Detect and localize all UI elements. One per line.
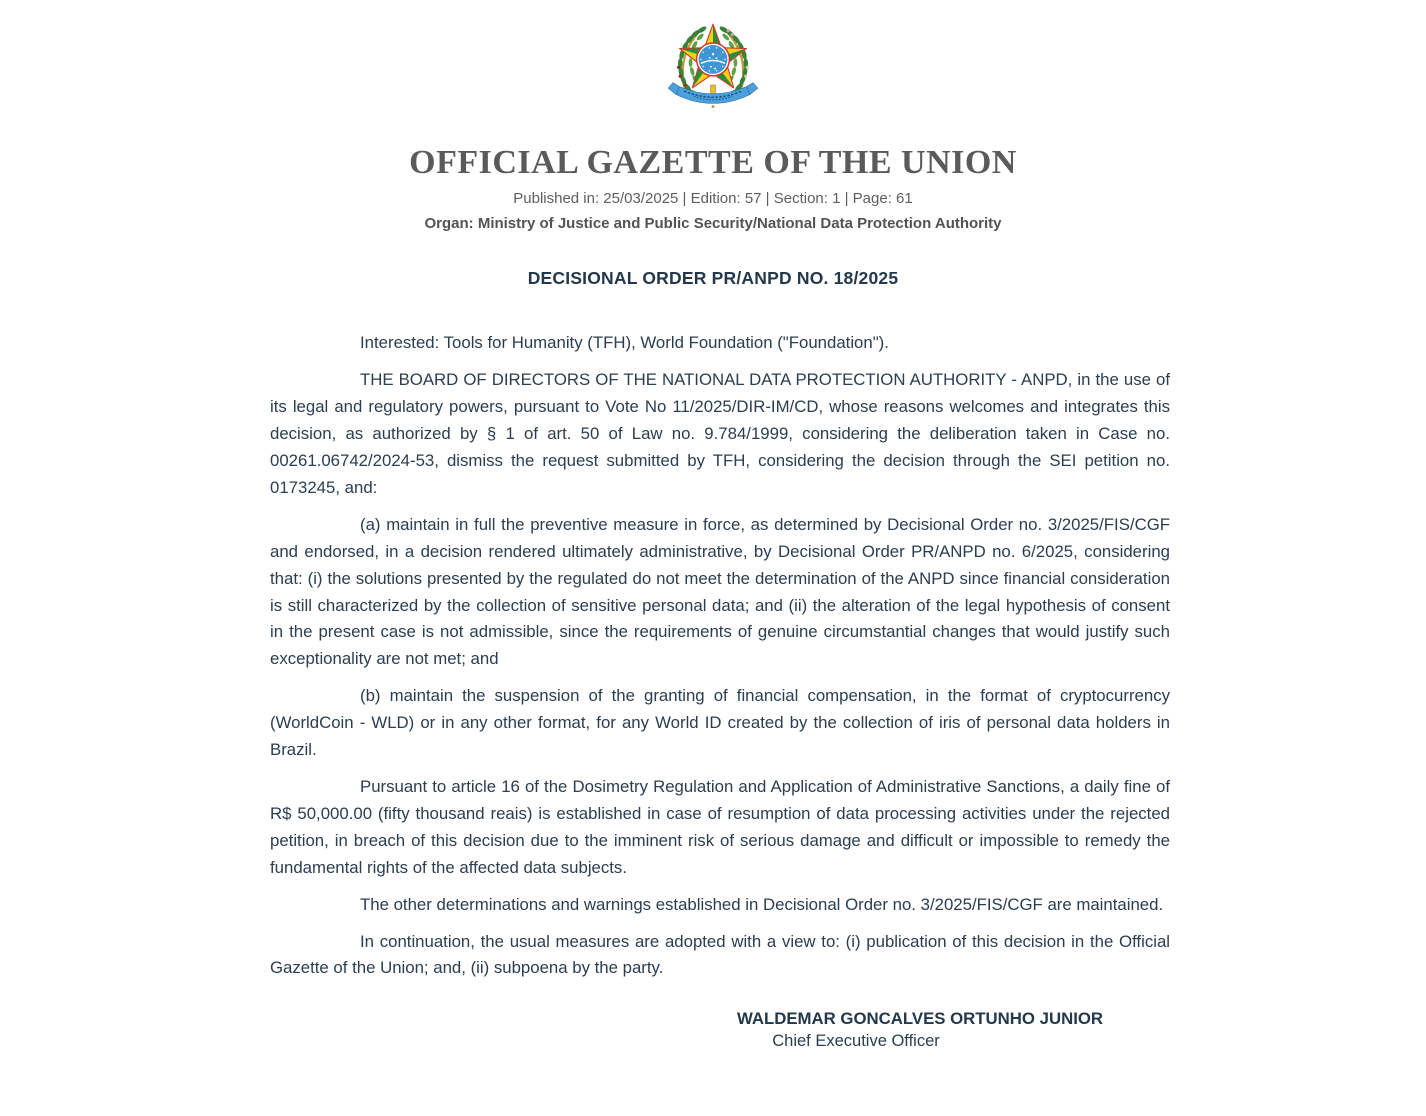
signature-block — [670, 1008, 1170, 1052]
organ-meta-line: Organ: Ministry of Justice and Public Security/National Data Protection Authority — [424, 215, 1002, 233]
signature-name: WALDEMAR GONCALVES ORTUNHO JUNIOR — [736, 1009, 1104, 1029]
brazil-coat-of-arms-icon — [665, 14, 761, 124]
document-paragraph-continuation: In continuation, the usual measures are adopted with a view to: (i) publication of this decision in the Official Gazette of the Union; and, (ii) subpoena by the party. — [270, 931, 1170, 978]
document-paragraph-maintained: The other determinations and warnings established in Decisional Order no. 3/2025/FIS/CGF are maintained. — [360, 894, 1164, 914]
document-paragraph-interested: Interested: Tools for Humanity (TFH), World Foundation ("Foundation"). — [360, 333, 889, 353]
document-paragraph-board: THE BOARD OF DIRECTORS OF THE NATIONAL DATA PROTECTION AUTHORITY - ANPD, in the use of its legal and regulatory powers, pursuant to Vote No 11/2025/DIR-IM/CD, whose reasons welcomes and integrates this decision, as authorized by § 1 of art. 50 of Law no. 9.784/1999, considering the deliberation taken in Case no. 00261.06742/2024-53, dismiss the request submitted by TFH, considering the decision through the SEI petition no. 0173245, and: — [270, 370, 1170, 497]
published-meta-line: Published in: 25/03/2025 | Edition: 57 | Section: 1 | Page: 61 — [513, 190, 913, 208]
document-paragraph-item-b: (b) maintain the suspension of the granting of financial compensation, in the format of cryptocurrency (WorldCoin - WLD) or in any other format, for any World ID created by the collection of iris of personal data holders in Brazil. — [270, 686, 1170, 760]
masthead — [0, 14, 1426, 289]
gazette-title: OFFICIAL GAZETTE OF THE UNION — [409, 144, 1017, 181]
document-body — [270, 330, 1170, 1052]
document-paragraph-item-a: (a) maintain in full the preventive measure in force, as determined by Decisional Order no. 3/2025/FIS/CGF and endorsed, in a decision rendered ultimately administrative, by Decisional Order PR/ANPD no. 6/2025, considering that: (i) the solutions presented by the regulated do not meet the determination of the ANPD since financial consideration is still characterized by the collection of sensitive personal data; and (ii) the alteration of the legal hypothesis of consent in the present case is not admissible, since the requirements of genuine circumstantial changes that would justify such exceptionality are not met; and — [270, 514, 1170, 669]
signature-role: Chief Executive Officer — [772, 1032, 940, 1051]
order-heading: DECISIONAL ORDER PR/ANPD NO. 18/2025 — [527, 268, 899, 289]
document-paragraph-fine: Pursuant to article 16 of the Dosimetry Regulation and Application of Administrative Sanctions, a daily fine of R$ 50,000.00 (fifty thousand reais) is established in case of resumption of data processing activities under the rejected petition, in breach of this decision due to the imminent risk of serious damage and difficult or impossible to remedy the fundamental rights of the affected data subjects. — [270, 776, 1170, 877]
